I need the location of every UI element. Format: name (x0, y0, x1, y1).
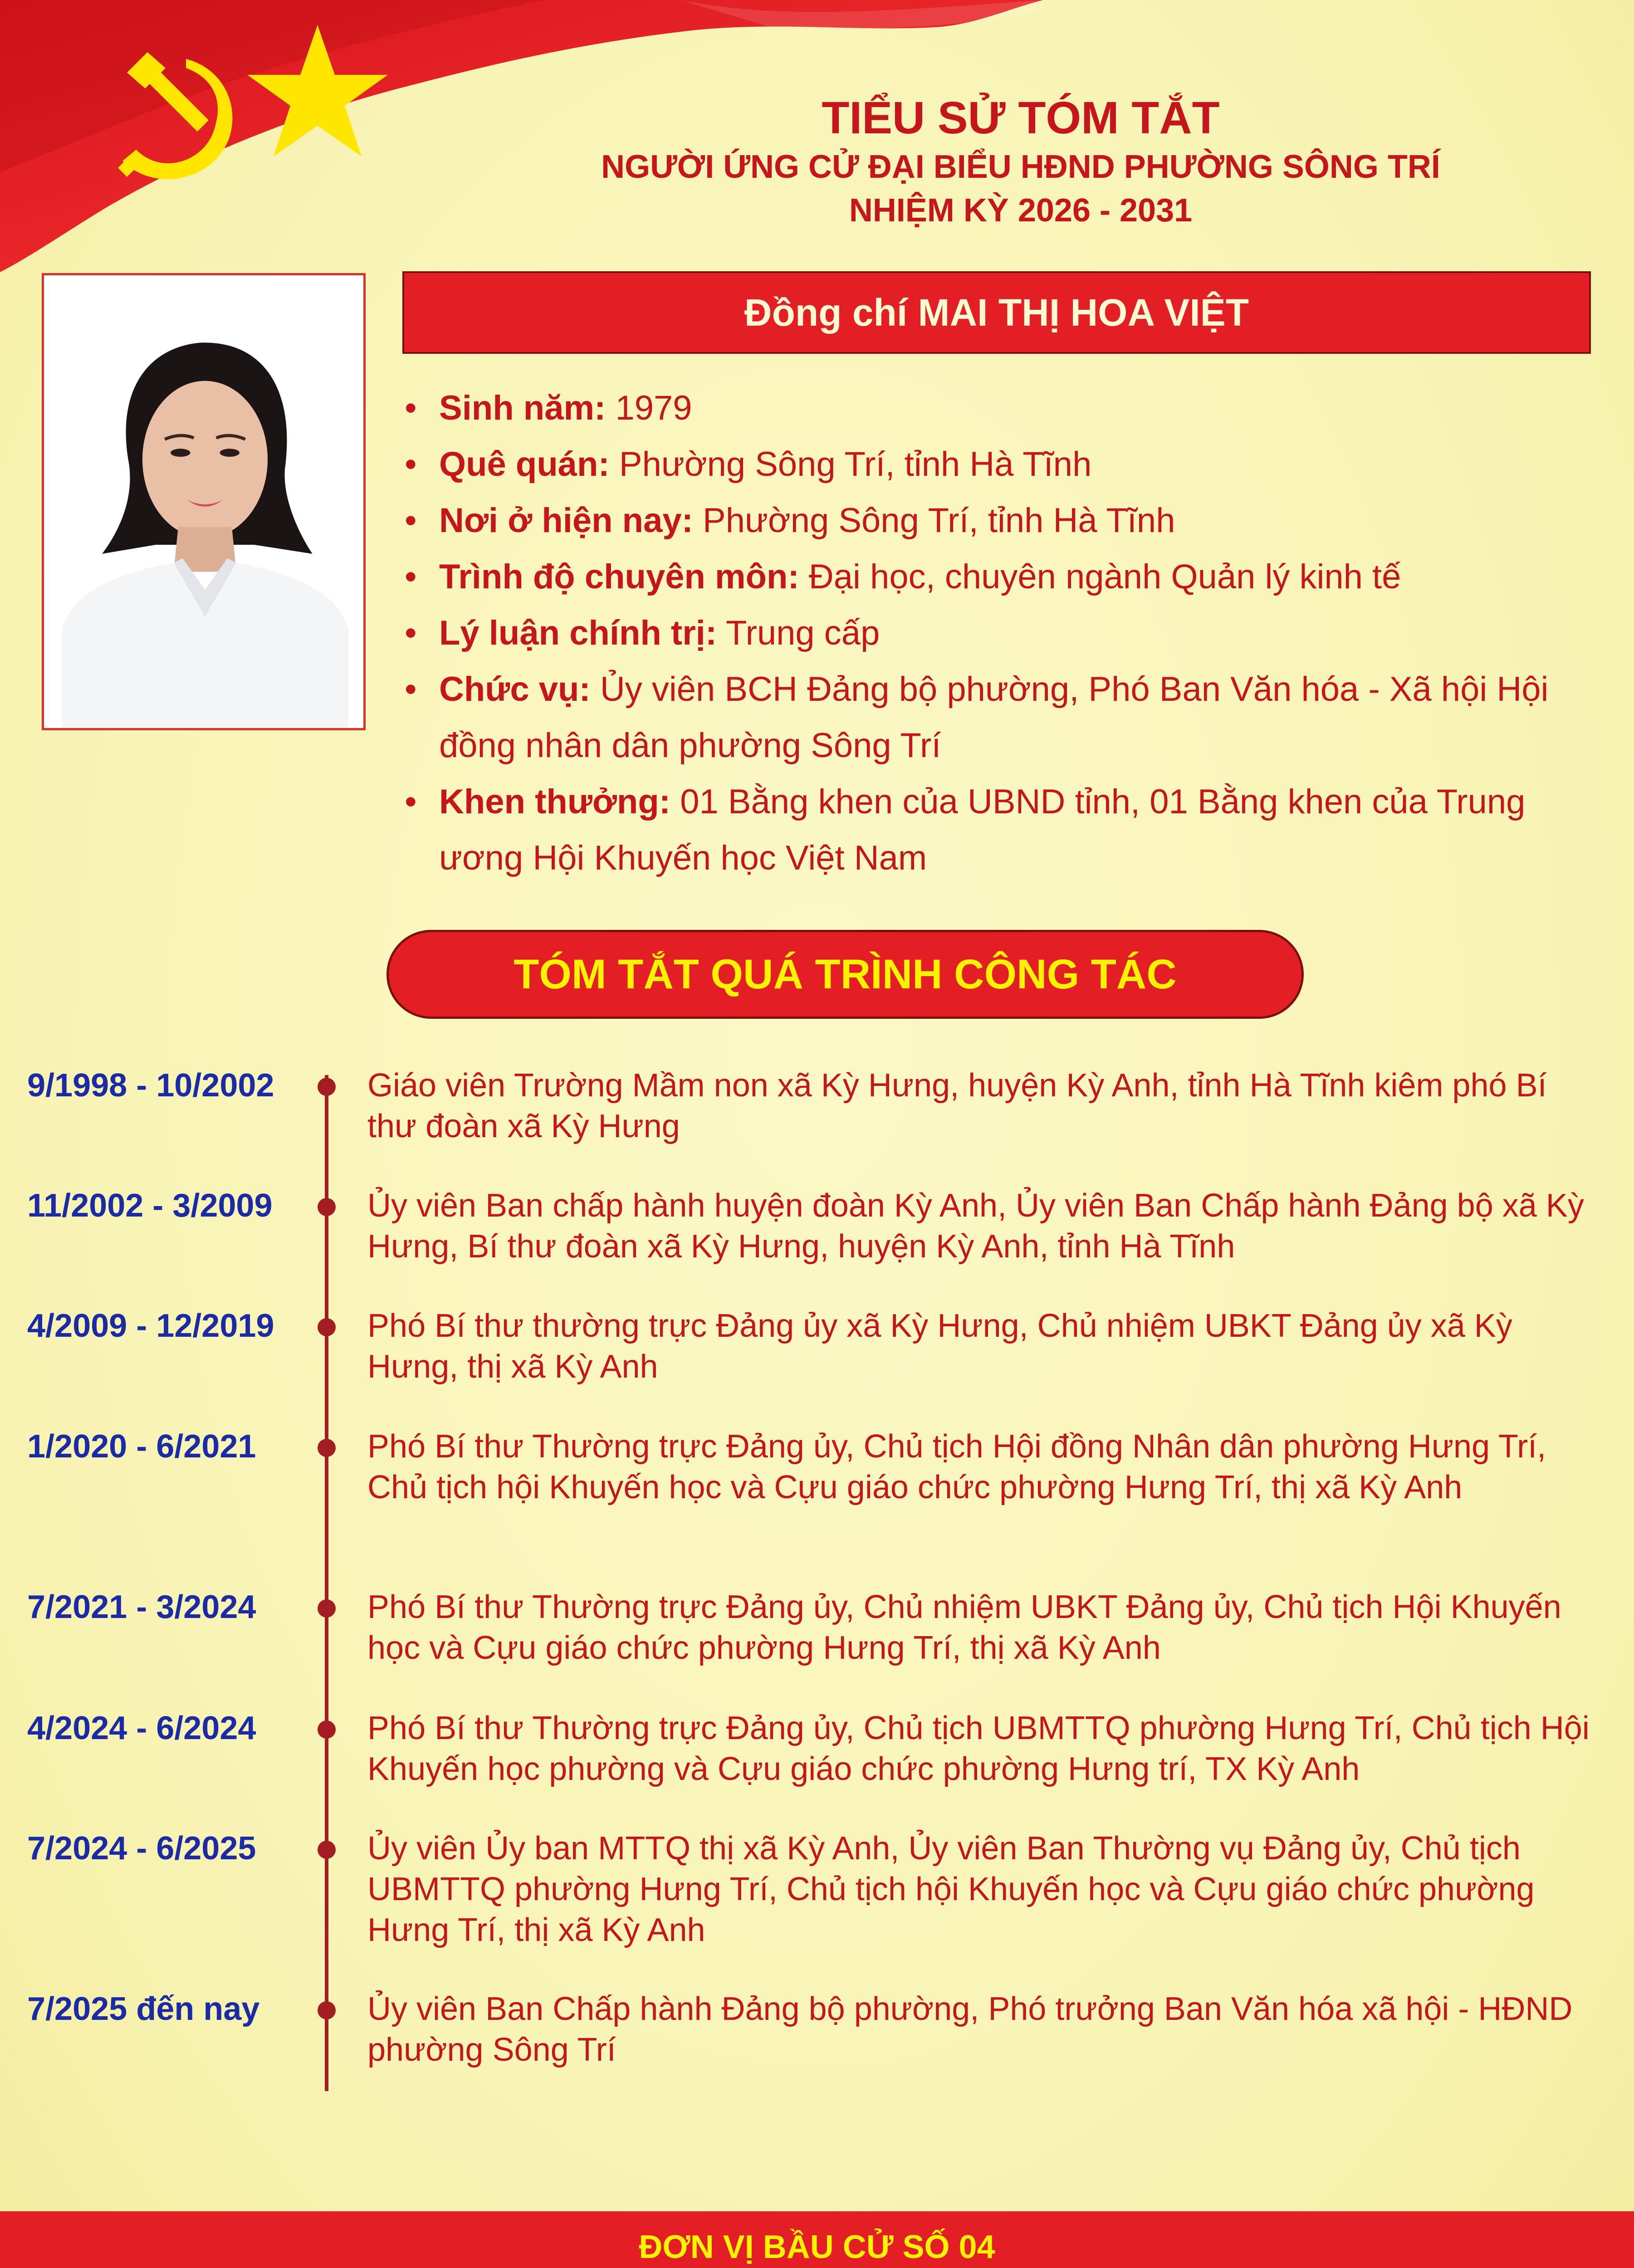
timeline-date: 9/1998 - 10/2002 (27, 1067, 274, 1104)
info-label: Nơi ở hiện nay: (439, 501, 693, 540)
timeline-date: 4/2024 - 6/2024 (27, 1710, 256, 1746)
info-label: Quê quán: (439, 445, 610, 484)
page-subtitle: NGƯỜI ỨNG CỬ ĐẠI BIỂU HĐND PHƯỜNG SÔNG TRÍ (601, 149, 1440, 185)
timeline-line (325, 1075, 328, 2091)
timeline-desc: Ủy viên Ủy ban MTTQ thị xã Kỳ Anh, Ủy viên Ban Thường vụ Đảng ủy, Chủ tịch UBMTTQ phường Hưng Trí, Chủ tịch hội Khuyến học và Cựu giáo chức phường Hưng Trí, thị xã Kỳ Anh (367, 1830, 1535, 1948)
info-item-awards (399, 774, 1606, 886)
candidate-info (399, 380, 1606, 886)
term: NHIỆM KỲ 2026 - 2031 (849, 192, 1193, 229)
info-label: Chức vụ: (439, 670, 591, 709)
info-item-education (399, 549, 1606, 605)
info-value: Trung cấp (717, 614, 880, 652)
section-title: TÓM TẮT QUÁ TRÌNH CÔNG TÁC (386, 930, 1304, 1019)
candidate-name: Đồng chí MAI THỊ HOA VIỆT (402, 271, 1591, 354)
timeline-dot (318, 1318, 336, 1336)
info-value: 01 Bằng khen của UBND tỉnh, 01 Bằng khen của Trung ương Hội Khuyến học Việt Nam (439, 782, 1526, 877)
timeline-dot (318, 1841, 336, 1859)
info-label: Khen thưởng: (439, 782, 671, 821)
info-item-hometown (399, 436, 1606, 493)
timeline-date: 7/2025 đến nay (27, 1991, 260, 2027)
timeline-desc: Ủy viên Ban chấp hành huyện đoàn Kỳ Anh, Ủy viên Ban Chấp hành Đảng bộ xã Kỳ Hưng, Bí thư đoàn xã Kỳ Hưng, huyện Kỳ Anh, tỉnh Hà Tĩnh (367, 1188, 1584, 1265)
info-label: Sinh năm: (439, 389, 606, 427)
timeline-dot (318, 1198, 336, 1216)
info-label: Lý luận chính trị: (439, 614, 717, 652)
header (476, 91, 1565, 232)
info-item-position (399, 661, 1606, 774)
page-title: TIỂU SỬ TÓM TẮT (822, 93, 1220, 143)
info-value: Phường Sông Trí, tỉnh Hà Tĩnh (693, 501, 1175, 540)
footer (0, 2211, 1634, 2268)
constituency: ĐƠN VỊ BẦU CỬ SỐ 04 (639, 2229, 995, 2265)
timeline-desc: Phó Bí thư thường trực Đảng ủy xã Kỳ Hưng, Chủ nhiệm UBKT Đảng ủy xã Kỳ Hưng, thị xã Kỳ Anh (367, 1308, 1512, 1385)
info-value: Đại học, chuyên ngành Quản lý kinh tế (799, 557, 1401, 596)
info-item-political-theory (399, 605, 1606, 661)
timeline-dot (318, 1439, 336, 1457)
timeline-date: 4/2009 - 12/2019 (27, 1308, 274, 1344)
info-value: Ủy viên BCH Đảng bộ phường, Phó Ban Văn hóa - Xã hội Hội đồng nhân dân phường Sông Trí (439, 670, 1549, 765)
timeline-desc: Phó Bí thư Thường trực Đảng ủy, Chủ tịch UBMTTQ phường Hưng Trí, Chủ tịch Hội Khuyến học phường và Cựu giáo chức phường Hưng trí, TX Kỳ Anh (367, 1710, 1590, 1787)
timeline-date: 11/2002 - 3/2009 (27, 1188, 273, 1224)
info-item-residence (399, 493, 1606, 549)
timeline-date: 7/2024 - 6/2025 (27, 1830, 256, 1867)
info-label: Trình độ chuyên môn: (439, 557, 799, 596)
timeline-dot (318, 1721, 336, 1739)
timeline-date: 1/2020 - 6/2021 (27, 1428, 256, 1465)
info-value: Phường Sông Trí, tỉnh Hà Tĩnh (609, 445, 1092, 484)
timeline-dot (318, 1599, 336, 1618)
timeline-desc: Giáo viên Trường Mầm non xã Kỳ Hưng, huyện Kỳ Anh, tỉnh Hà Tĩnh kiêm phó Bí thư đoàn xã Kỳ Hưng (367, 1067, 1547, 1144)
info-value: 1979 (606, 389, 692, 427)
timeline-date: 7/2021 - 3/2024 (27, 1589, 256, 1625)
timeline-dot (318, 2001, 336, 2019)
timeline-desc: Phó Bí thư Thường trực Đảng ủy, Chủ tịch Hội đồng Nhân dân phường Hưng Trí, Chủ tịch hội Khuyến học và Cựu giáo chức phường Hưng Trí, thị xã Kỳ Anh (367, 1428, 1546, 1505)
timeline-desc: Ủy viên Ban Chấp hành Đảng bộ phường, Phó trưởng Ban Văn hóa xã hội - HĐND phường Sông Trí (367, 1991, 1573, 2068)
timeline-dot (318, 1078, 336, 1096)
info-item-birth-year (399, 380, 1606, 436)
candidate-photo (42, 273, 366, 730)
timeline-desc: Phó Bí thư Thường trực Đảng ủy, Chủ nhiệm UBKT Đảng ủy, Chủ tịch Hội Khuyến học và Cựu giáo chức phường Hưng Trí, thị xã Kỳ Anh (367, 1589, 1561, 1666)
